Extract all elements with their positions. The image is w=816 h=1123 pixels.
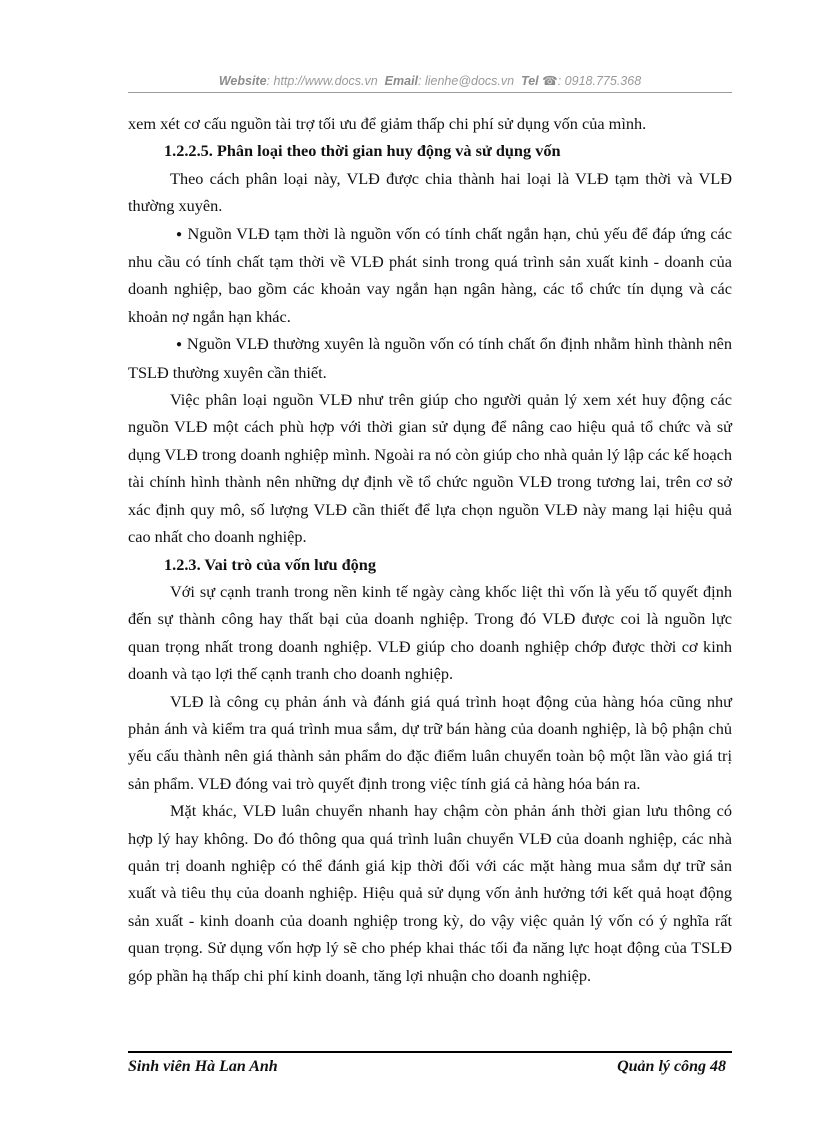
paragraph-circulation: Mặt khác, VLĐ luân chuyển nhanh hay chậm còn phản ánh thời gian lưu thông có hợp lý hay không. Do đó thông qua quá trình luân chuyển VLĐ của doanh nghiệp, các nhà quản trị doanh nghiệp có thể đánh giá kịp thời đối với các mặt hàng mua sắm dự trữ sản xuất và tiêu thụ của doanh nghiệp. Hiệu quả sử dụng vốn ảnh hưởng tới kết quả hoạt động sản xuất - kinh doanh của doanh nghiệp trong kỳ, do vậy việc quản lý vốn có ý nghĩa rất quan trọng. Sử dụng vốn hợp lý sẽ cho phép khai thác tối đa năng lực hoạt động của TSLĐ góp phần hạ thấp chi phí kinh doanh, tăng lợi nhuận cho doanh nghiệp. <box>128 801 732 985</box>
document-body <box>128 110 732 989</box>
footer-author: Sinh viên Hà Lan Anh <box>128 1058 278 1075</box>
tel-label: Tel <box>521 74 539 88</box>
phone-icon: ☎ <box>542 74 558 88</box>
website-label: Website <box>218 74 267 88</box>
header-rule <box>128 92 732 93</box>
bullet-icon: ● <box>176 339 183 351</box>
footer-class: Quản lý công 48 <box>617 1058 726 1075</box>
email-address[interactable]: : lienhe@docs.vn <box>418 74 515 88</box>
email-label: Email <box>384 74 419 88</box>
bullet-item-permanent <box>128 330 732 386</box>
section-heading-1-2-3: 1.2.3. Vai trò của vốn lưu động <box>164 554 376 574</box>
paragraph-classification: Theo cách phân loại này, VLĐ được chia thành hai loại là VLĐ tạm thời và VLĐ thường xuyên. <box>128 168 732 216</box>
bullet-text: Nguồn VLĐ thường xuyên là nguồn vốn có tính chất ổn định nhằm hình thành nên TSLĐ thường xuyên cần thiết. <box>128 334 732 382</box>
section-heading-1-2-2-5: 1.2.2.5. Phân loại theo thời gian huy động và sử dụng vốn <box>164 141 561 161</box>
paragraph-tool: VLĐ là công cụ phản ánh và đánh giá quá trình hoạt động của hàng hóa cũng như phản ánh và kiểm tra quá trình mua sắm, dự trữ bán hàng của doanh nghiệp, là bộ phận chủ yếu cấu thành nên giá thành sản phẩm do đặc điểm luân chuyển toàn bộ một lần vào giá trị sản phẩm. VLĐ đóng vai trò quyết định trong việc tính giá cả hàng hóa bán ra. <box>128 691 732 793</box>
paragraph-competition: Với sự cạnh tranh trong nền kinh tế ngày càng khốc liệt thì vốn là yếu tố quyết định đến sự thành công hay thất bại của doanh nghiệp. Trong đó VLĐ được coi là nguồn lực quan trọng nhất trong doanh nghiệp. VLĐ giúp cho doanh nghiệp chớp được thời cơ kinh doanh và tạo lợi thế cạnh tranh cho doanh nghiệp. <box>128 581 732 684</box>
bullet-text: Nguồn VLĐ tạm thời là nguồn vốn có tính chất ngắn hạn, chủ yếu để đáp ứng các nhu cầu có tính chất tạm thời về VLĐ phát sinh trong quá trình sản xuất kinh - doanh của doanh nghiệp, bao gồm các khoản vay ngắn hạn ngân hàng, các tổ chức tín dụng và các khoản nợ ngắn hạn khác. <box>128 223 733 326</box>
bullet-item-temporary <box>128 220 732 331</box>
bullet-icon: ● <box>176 228 183 240</box>
paragraph-purpose: Việc phân loại nguồn VLĐ như trên giúp cho người quản lý xem xét huy động các nguồn VLĐ một cách phù hợp với thời gian sử dụng để nâng cao hiệu quả tổ chức và sử dụng VLĐ trong doanh nghiệp mình. Ngoài ra nó còn giúp cho nhà quản lý lập các kế hoạch tài chính hình thành nên những dự định về tổ chức nguồn VLĐ trong tương lai, trên cơ sở xác định quy mô, số lượng VLĐ cần thiết để lựa chọn nguồn VLĐ này mang lại hiệu quả cao nhất cho doanh nghiệp. <box>128 390 732 547</box>
page-header <box>128 73 732 88</box>
footer-rule <box>128 1051 732 1053</box>
website-url[interactable]: : http://www.docs.vn <box>266 74 378 88</box>
paragraph-continuation: xem xét cơ cấu nguồn tài trợ tối ưu để giảm thấp chi phí sử dụng vốn của mình. <box>128 114 647 133</box>
tel-number: : 0918.775.368 <box>557 74 642 88</box>
